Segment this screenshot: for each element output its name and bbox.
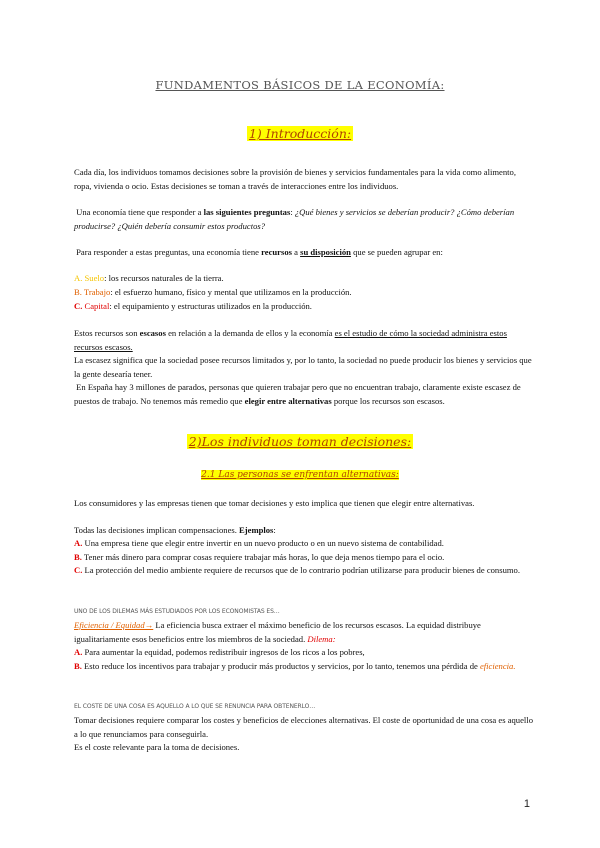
cost-label: EL COSTE DE UNA COSA ES AQUELLO A LO QUE SE RENUNCIA PARA OBTENERLO… <box>74 703 316 710</box>
section-1-heading: 1) Introducción: <box>248 126 352 141</box>
example-item-c: C. La protección del medio ambiente requiere de recursos que de lo contrario podrían utilizarse para producir bienes de consumo. <box>74 565 520 575</box>
page-number: 1 <box>523 798 530 810</box>
resource-item-capital: C. Capital: el equipamiento y estructuras utilizados en la producción. <box>74 301 312 311</box>
compensations-paragraph: Todas las decisiones implican compensaciones. Ejemplos: <box>74 525 276 535</box>
opportunity-cost-paragraph: Tomar decisiones requiere comparar los costes y beneficios de elecciones alternativas. El coste de oportunidad de una cosa es aquello a lo que renunciamos para conseguirla. <box>74 715 533 739</box>
example-item-b: B. Tener más dinero para comprar cosas requiere trabajar más horas, lo que deja menos tiempo para el ocio. <box>74 552 445 562</box>
spain-example-paragraph: En España hay 3 millones de parados, personas que quieren trabajar pero que no encuentran trabajo, claramente existe escasez de puestos de trabajo. No tenemos más remedio que elegir entre alternativas porque los recursos son escasos. <box>74 382 521 406</box>
dilemma-item-a: A. Para aumentar la equidad, podemos redistribuir ingresos de los ricos a los pobres, <box>74 647 365 657</box>
document-title: FUNDAMENTOS BÁSICOS DE LA ECONOMÍA: <box>155 78 445 92</box>
section-2-heading: 2)Los individuos toman decisiones: <box>188 434 412 449</box>
relevant-cost-line: Es el coste relevante para la toma de decisiones. <box>74 742 240 752</box>
resource-item-trabajo: B. Trabajo: el esfuerzo humano, físico y mental que utilizamos en la producción. <box>74 287 352 297</box>
alternatives-paragraph: Los consumidores y las empresas tienen que tomar decisiones y esto implica que tienen que elegir entre alternativas. <box>74 498 475 508</box>
dilemma-item-b: B. Esto reduce los incentivos para trabajar y producir más productos y servicios, por lo tanto, tenemos una pérdida de eficiencia. <box>74 661 516 671</box>
scarcity-paragraph: Estos recursos son escasos en relación a la demanda de ellos y la economía es el estudio de cómo la sociedad administra estos recursos escasos. <box>74 328 507 352</box>
questions-paragraph: Una economía tiene que responder a las siguientes preguntas: ¿Qué bienes y servicios se deberían producir? ¿Cómo deberían producirse? ¿Quién debería consumir estos productos? <box>74 207 515 231</box>
resource-item-suelo: A. Suelo: los recursos naturales de la tierra. <box>74 273 224 283</box>
dilemma-label: UNO DE LOS DILEMAS MÁS ESTUDIADOS POR LOS ECONOMISTAS ES… <box>74 608 280 615</box>
resources-paragraph: Para responder a estas preguntas, una economía tiene recursos a su disposición que se pueden agrupar en: <box>76 247 443 257</box>
dilemma-paragraph: Eficiencia / Equidad→ La eficiencia busca extraer el máximo beneficio de los recursos escasos. La equidad distribuye igualitariamente esos beneficios entre los miembros de la sociedad. Dilema: <box>74 620 481 644</box>
intro-paragraph: Cada día, los individuos tomamos decisiones sobre la provisión de bienes y servicios fundamentales para la vida como alimento, ropa, vivienda o ocio. Estas decisiones se toman a través de interacciones entre los individuos. <box>74 167 516 191</box>
example-item-a: A. Una empresa tiene que elegir entre invertir en un nuevo producto o en un nuevo sistema de contabilidad. <box>74 538 444 548</box>
section-2-1-subheading: 2.1 Las personas se enfrentan alternativas: <box>201 470 399 480</box>
scarcity-definition: La escasez significa que la sociedad posee recursos limitados y, por lo tanto, la sociedad no puede producir los bienes y servicios que la gente desearía tener. <box>74 355 532 379</box>
